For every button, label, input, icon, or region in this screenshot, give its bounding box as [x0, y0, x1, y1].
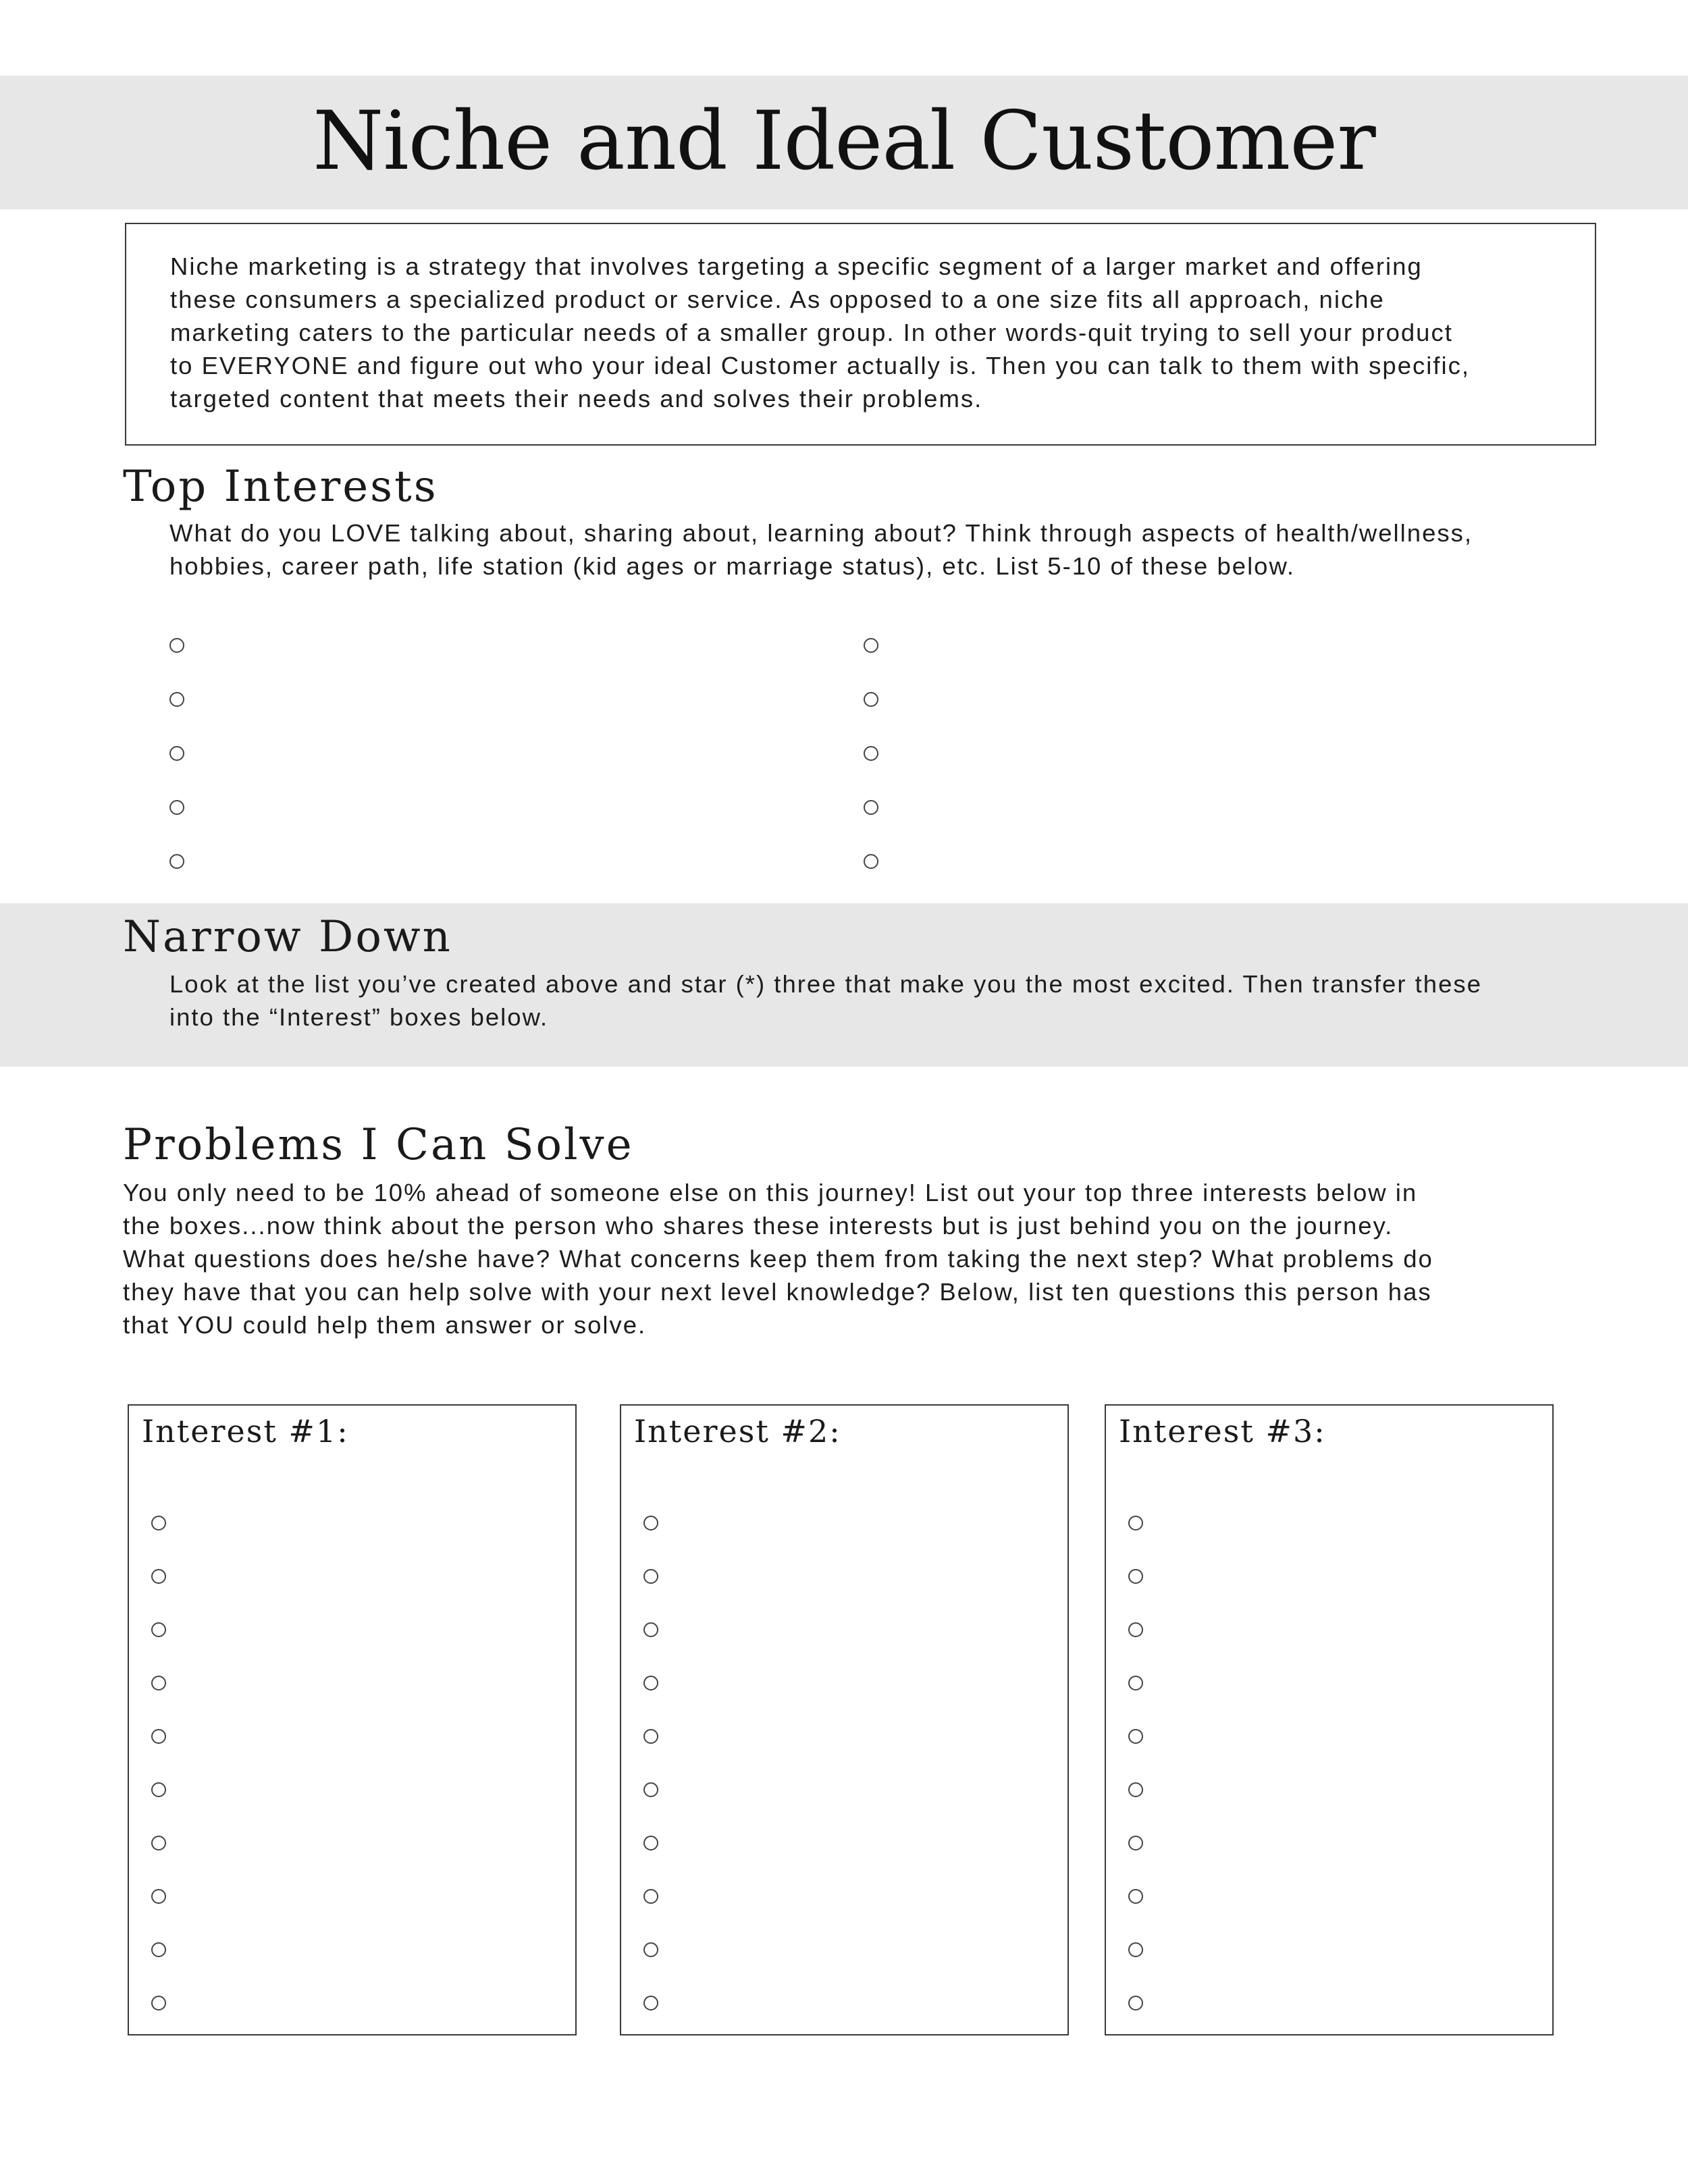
intro-line: to EVERYONE and figure out who your ideal Customer actually is. Then you can talk to them with specific,	[170, 352, 1471, 379]
question-bullet[interactable]	[151, 1996, 166, 2010]
question-bullet[interactable]	[151, 1569, 166, 1584]
question-bullet[interactable]	[151, 1622, 166, 1637]
narrow-down-heading: Narrow Down	[123, 912, 452, 962]
question-bullet[interactable]	[643, 1996, 658, 2010]
problems-heading: Problems I Can Solve	[123, 1120, 634, 1170]
top-interests-description	[169, 516, 1621, 583]
question-bullet[interactable]	[151, 1516, 166, 1530]
interest-bullet[interactable]	[169, 746, 184, 761]
description-line: they have that you can help solve with your next level knowledge? Below, list ten questions this person has	[123, 1278, 1432, 1306]
description-line: hobbies, career path, life station (kid ages or marriage status), etc. List 5-10 of these below.	[169, 552, 1295, 580]
interest-bullet[interactable]	[169, 854, 184, 869]
question-bullet[interactable]	[1128, 1996, 1143, 2010]
intro-line: these consumers a specialized product or service. As opposed to a one size fits all approach, niche	[170, 286, 1385, 313]
interest-bullet[interactable]	[864, 692, 878, 707]
question-bullet[interactable]	[643, 1516, 658, 1530]
intro-line: targeted content that meets their needs and solves their problems.	[170, 385, 983, 412]
description-line: that YOU could help them answer or solve.	[123, 1311, 647, 1339]
interest-bullet[interactable]	[864, 800, 878, 815]
interest-box-1	[128, 1404, 577, 2035]
description-line: What questions does he/she have? What concerns keep them from taking the next step? What problems do	[123, 1245, 1433, 1273]
interest-bullet[interactable]	[864, 854, 878, 869]
question-bullet[interactable]	[643, 1622, 658, 1637]
interest-bullet[interactable]	[864, 746, 878, 761]
description-line: You only need to be 10% ahead of someone else on this journey! List out your top three interests below in	[123, 1179, 1418, 1206]
question-bullet[interactable]	[1128, 1729, 1143, 1744]
question-bullet[interactable]	[643, 1782, 658, 1797]
top-interests-heading: Top Interests	[123, 462, 438, 512]
question-bullet[interactable]	[643, 1942, 658, 1957]
question-bullet[interactable]	[1128, 1782, 1143, 1797]
question-bullet[interactable]	[643, 1569, 658, 1584]
question-bullet[interactable]	[1128, 1676, 1143, 1690]
question-bullet[interactable]	[643, 1676, 658, 1690]
question-bullet[interactable]	[1128, 1516, 1143, 1530]
question-bullet[interactable]	[151, 1889, 166, 1904]
interest-box-3	[1105, 1404, 1554, 2035]
description-line: the boxes...now think about the person who shares these interests but is just behind you on the journey.	[123, 1212, 1394, 1240]
intro-line: Niche marketing is a strategy that involves targeting a specific segment of a larger market and offering	[170, 252, 1423, 280]
question-bullet[interactable]	[151, 1942, 166, 1957]
interest-bullet[interactable]	[169, 800, 184, 815]
question-bullet[interactable]	[151, 1676, 166, 1690]
interest-box-label: Interest #3:	[1119, 1413, 1326, 1449]
question-bullet[interactable]	[643, 1729, 658, 1744]
intro-line: marketing caters to the particular needs of a smaller group. In other words-quit trying to sell your product	[170, 319, 1453, 346]
question-bullet[interactable]	[151, 1729, 166, 1744]
interest-box-label: Interest #2:	[634, 1413, 841, 1449]
question-bullet[interactable]	[1128, 1569, 1143, 1584]
interest-bullet[interactable]	[169, 638, 184, 653]
intro-box	[125, 223, 1596, 446]
description-line: Look at the list you’ve created above and star (*) three that make you the most excited. Then transfer these	[169, 970, 1482, 998]
question-bullet[interactable]	[643, 1836, 658, 1850]
problems-description	[123, 1176, 1608, 1341]
question-bullet[interactable]	[643, 1889, 658, 1904]
question-bullet[interactable]	[1128, 1942, 1143, 1957]
question-bullet[interactable]	[1128, 1889, 1143, 1904]
interest-box-2	[620, 1404, 1069, 2035]
description-line: into the “Interest” boxes below.	[169, 1003, 549, 1031]
interest-bullet[interactable]	[169, 692, 184, 707]
question-bullet[interactable]	[1128, 1622, 1143, 1637]
interest-bullet[interactable]	[864, 638, 878, 653]
intro-text	[170, 250, 1561, 415]
narrow-down-description	[169, 967, 1621, 1034]
question-bullet[interactable]	[151, 1836, 166, 1850]
question-bullet[interactable]	[151, 1782, 166, 1797]
question-bullet[interactable]	[1128, 1836, 1143, 1850]
page-title: Niche and Ideal Customer	[313, 95, 1375, 188]
description-line: What do you LOVE talking about, sharing about, learning about? Think through aspects of health/wellness,	[169, 519, 1473, 547]
interest-box-label: Interest #1:	[142, 1413, 349, 1449]
